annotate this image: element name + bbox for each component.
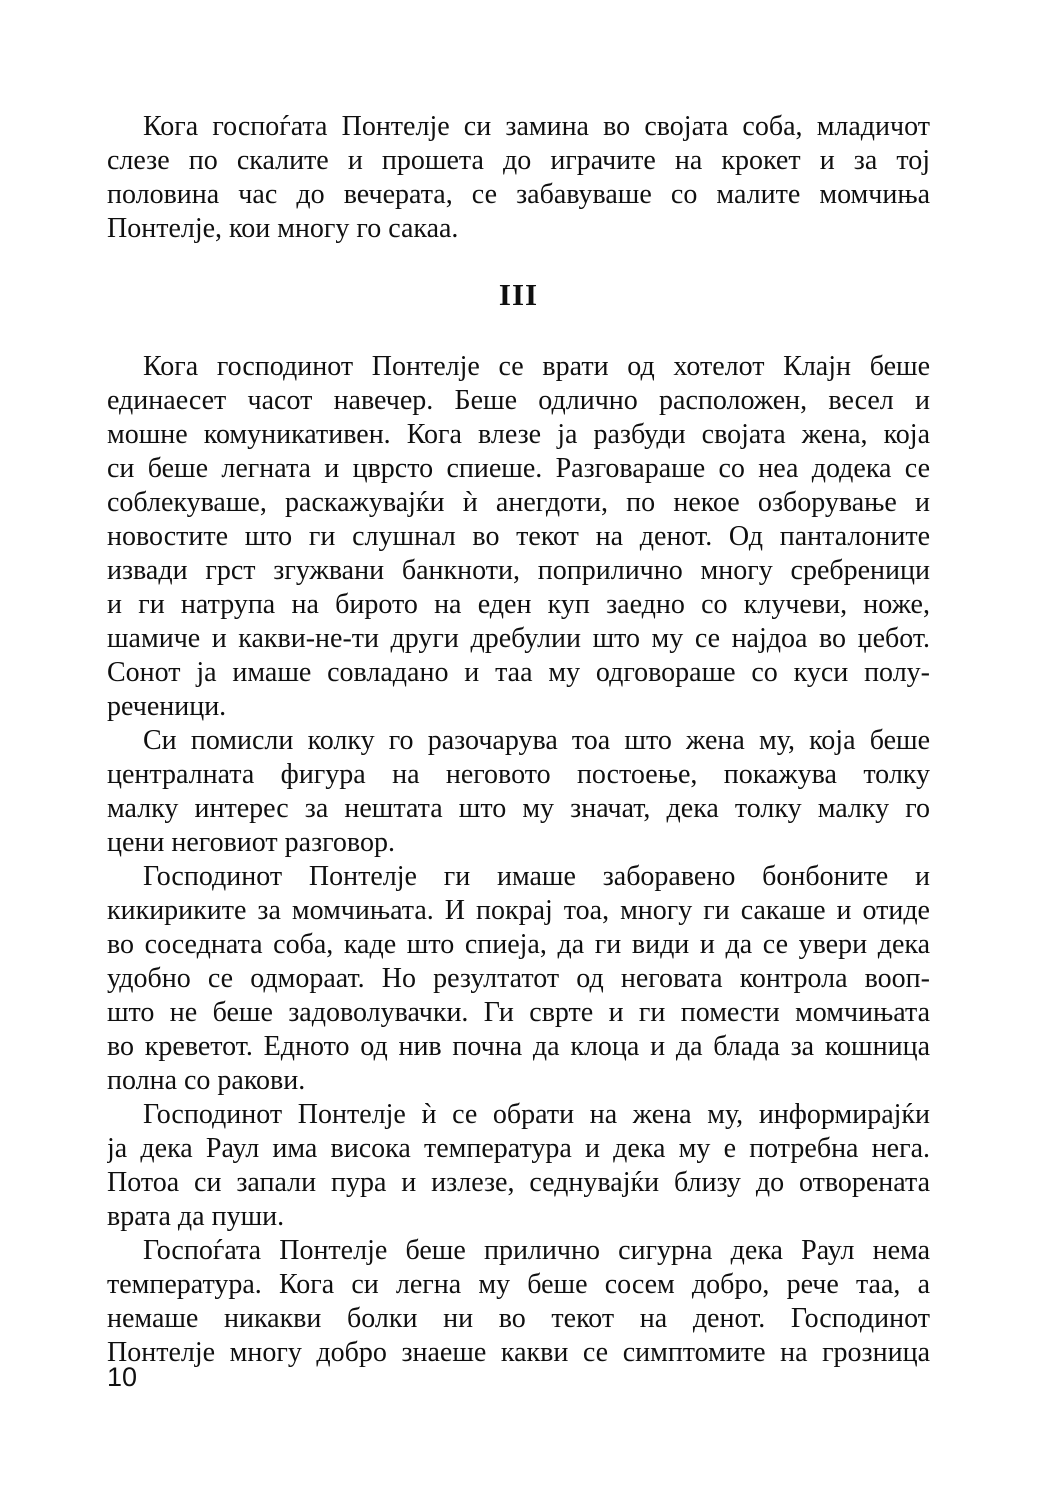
text-line: соблекуваше, раскажувајќи ѝ анегдоти, по некое озборување и [107, 487, 930, 518]
text-line: извади грст згужвани банкноти, поприлично многу сребреници [107, 555, 930, 586]
text-line: кикириките за момчињата. И покрај тоа, многу ги сакаше и отиде [107, 895, 930, 926]
text-line: Понтелје, кои многу го сакаа. [107, 213, 459, 244]
text-line: Понтелје многу добро знаеше какви се симптомите на грозница [107, 1337, 930, 1368]
text-line: Сонот ја имаше совладано и таа му одговораше со куси полу- [107, 657, 930, 688]
page-number: 10 [107, 1362, 138, 1392]
text-line: удобно се одмораат. Но резултатот од неговата контрола вооп- [107, 963, 930, 994]
text-line: Госпоѓата Понтелје беше прилично сигурна дека Раул нема [143, 1235, 930, 1266]
text-line: си беше легната и цврсто спиеше. Разговараше со неа додека се [107, 453, 930, 484]
text-line: единаесет часот навечер. Беше одлично расположен, весел и [107, 385, 930, 416]
text-line: во соседната соба, каде што спиеја, да ги види и да се увери дека [107, 929, 930, 960]
paragraph-2 [107, 350, 930, 724]
paragraph-4 [107, 860, 930, 1098]
text-line: Господинот Понтелје ѝ се обрати на жена му, информирајќи [143, 1099, 930, 1130]
text-line: Си помисли колку го разочарува тоа што жена му, која беше [143, 725, 930, 756]
paragraph-6 [107, 1234, 930, 1370]
text-line: шамиче и какви-не-ти други дребулии што му се најдоа во џебот. [107, 623, 930, 654]
text-line: централната фигура на неговото постоење, покажува толку [107, 759, 930, 790]
paragraph-5 [107, 1098, 930, 1234]
text-line: температура. Кога си легна му беше сосем добро, рече таа, а [107, 1269, 930, 1300]
text-line: полна со ракови. [107, 1065, 306, 1096]
text-line: во креветот. Едното од нив почна да клоца и да блада за кошница [107, 1031, 930, 1062]
text-line: мошне комуникативен. Кога влезе ја разбуди својата жена, која [107, 419, 930, 450]
text-line: Господинот Понтелје ги имаше заборавено бонбоните и [143, 861, 930, 892]
paragraph-1 [107, 110, 930, 246]
text-line: цени неговиот разговор. [107, 827, 395, 858]
text-line: половина час до вечерата, се забавуваше со малите момчиња [107, 179, 930, 210]
text-line: што не беше задоволувачки. Ги сврте и ги помести момчињата [107, 997, 930, 1028]
text-line: Потоа си запали пура и излезе, седнувајќи близу до отворената [107, 1167, 930, 1198]
text-line: ја дека Раул има висока температура и дека му е потребна нега. [107, 1133, 930, 1164]
text-line: новостите што ги слушнал во текот на денот. Од панталоните [107, 521, 930, 552]
text-line: немаше никакви болки ни во текот на денот. Господинот [107, 1303, 930, 1334]
section-heading: III [498, 277, 539, 312]
text-line: слезе по скалите и прошета до играчите на крокет и за тој [107, 145, 930, 176]
text-line: малку интерес за нештата што му значат, дека толку малку го [107, 793, 930, 824]
text-line: реченици. [107, 691, 227, 722]
text-block [107, 110, 930, 1370]
text-line: и ги натрупа на бирото на еден куп заедно со клучеви, ноже, [107, 589, 930, 620]
text-line: врата да пуши. [107, 1201, 285, 1232]
text-line: Кога госпоѓата Понтелје си замина во својата соба, младичот [143, 111, 930, 142]
text-line: Кога господинот Понтелје се врати од хотелот Клајн беше [143, 351, 930, 382]
paragraph-3 [107, 724, 930, 860]
